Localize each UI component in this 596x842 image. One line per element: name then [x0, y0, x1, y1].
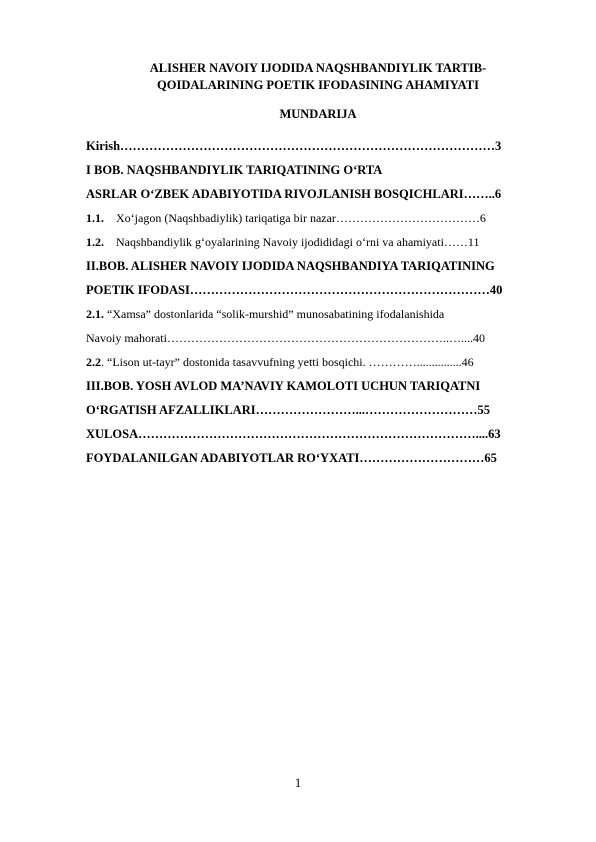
section-number: 2.2	[86, 355, 101, 369]
document-title	[60, 60, 576, 94]
title-line-1: ALISHER NAVOIY IJODIDA NAQSHBANDIYLIK TARTIB-	[149, 61, 487, 75]
toc-entry-chapter-1-cont[interactable]: ASRLAR O‘ZBEK ADABIYOTIDA RIVOJLANISH BOSQICHLARI……..6	[86, 187, 502, 201]
toc-entry-chapter-3[interactable]: III.BOB. YOSH AVLOD MA’NAVIY KAMOLOTI UCHUN TARIQATNI	[86, 379, 481, 393]
section-title: Xo‘jagon (Naqshbadiylik) tariqatiga bir nazar………………………………6	[116, 211, 486, 225]
toc-entry-chapter-2-cont[interactable]: POETIK IFODASI………………………………………………………………40	[86, 283, 503, 297]
page-number: 1	[294, 776, 302, 790]
section-number: 2.1.	[86, 307, 104, 321]
toc-entry-chapter-3-cont[interactable]: O‘RGATISH AFZALLIKLARI……………………...………………………55	[86, 403, 490, 417]
toc-entry-intro[interactable]: Kirish………………………………………………………………………………3	[86, 139, 502, 153]
toc-entry-1-2[interactable]	[86, 235, 479, 250]
toc-entry-conclusion[interactable]: XULOSA………………………………………………………………………....63	[86, 427, 501, 441]
section-number: 1.2.	[86, 235, 104, 249]
section-title: . “Lison ut-tayr” dostonida tasavvufning yetti bosqichi. …………...............46	[101, 355, 474, 369]
toc-entry-2-2[interactable]	[86, 355, 474, 370]
section-title: Naqshbandiylik g‘oyalarining Navoiy ijodididagi o‘rni va ahamiyati……11	[116, 235, 480, 249]
toc-entry-1-1[interactable]	[86, 211, 486, 226]
section-title: “Xamsa” dostonlarida “solik-murshid” munosabatining ifodalanishida	[107, 307, 445, 321]
section-number: 1.1.	[86, 211, 104, 225]
toc-entry-chapter-2[interactable]: II.BOB. ALISHER NAVOIY IJODIDA NAQSHBANDIYA TARIQATINING	[86, 259, 495, 273]
contents-heading: MUNDARIJA	[279, 107, 357, 121]
title-line-2: QOIDALARINING POETIK IFODASINING AHAMIYATI	[157, 78, 479, 92]
toc-entry-references[interactable]: FOYDALANILGAN ADABIYOTLAR RO‘YXATI…………………………65	[86, 451, 497, 465]
toc-entry-2-1-cont[interactable]: Navoiy mahorati……………………………………………………………..…....40	[86, 331, 485, 345]
toc-entry-chapter-1[interactable]: I BOB. NAQSHBANDIYLIK TARIQATINING O‘RTA	[86, 163, 383, 177]
toc-entry-2-1[interactable]	[86, 307, 444, 322]
